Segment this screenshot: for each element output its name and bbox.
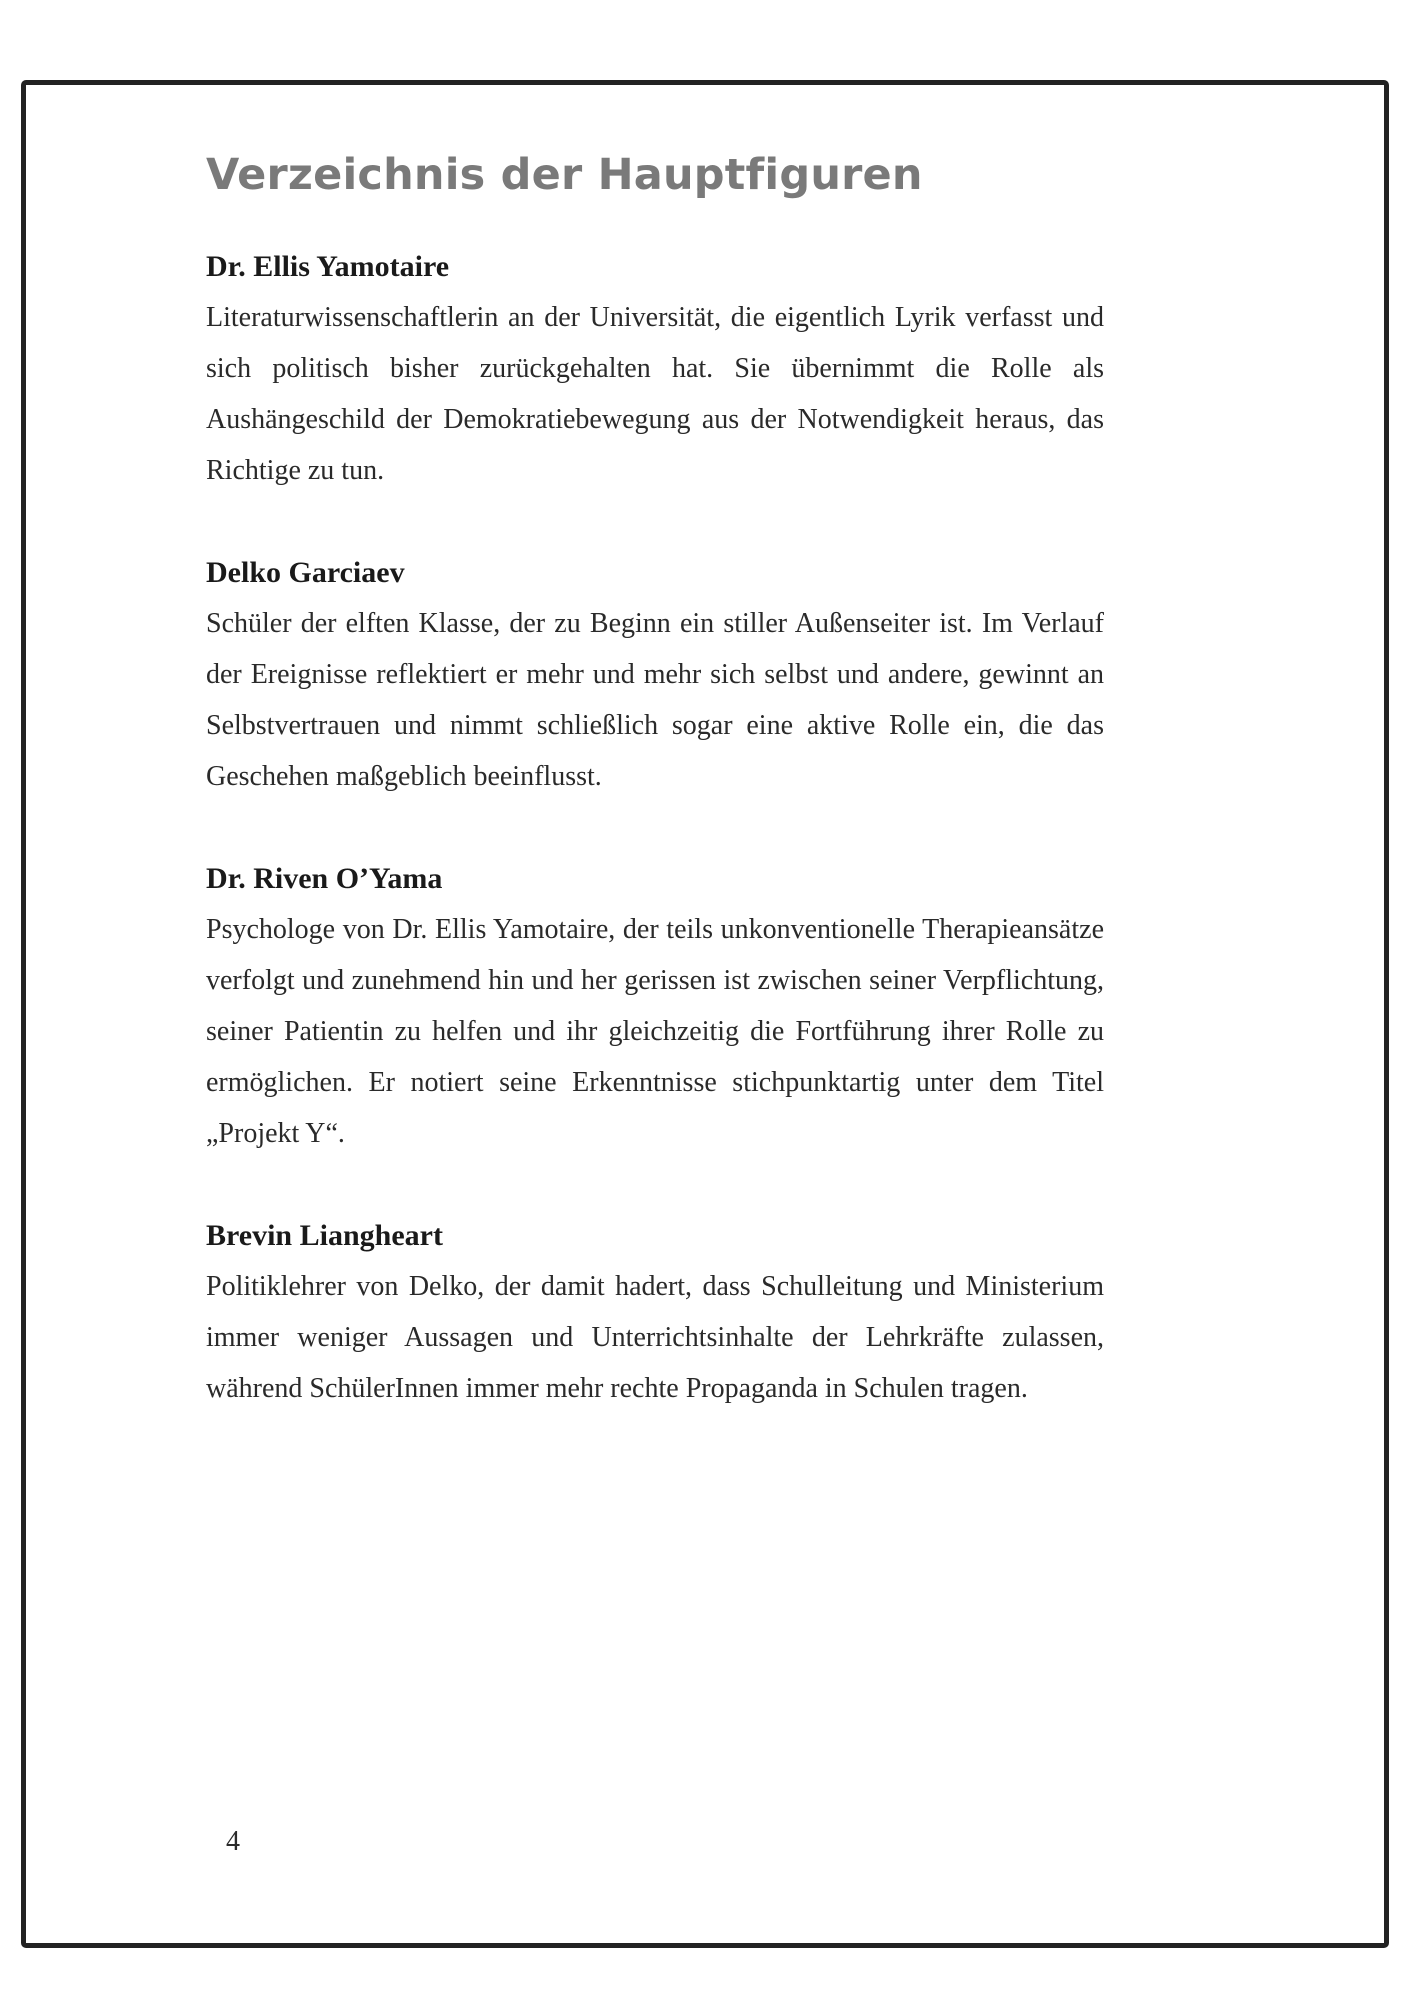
character-name: Brevin Liangheart [206, 1219, 443, 1252]
character-entry-riven [206, 862, 1104, 1159]
character-entry-brevin [206, 1219, 1104, 1414]
character-name: Delko Garciaev [206, 556, 405, 589]
character-description: Schüler der elften Klasse, der zu Beginn ein stiller Außenseiter ist. Im Verlauf der Ereignisse reflektiert er mehr und mehr sich selbst und andere, gewinnt an Selbstvertrauen und nimmt schließlich sogar eine aktive Rolle ein, die das Geschehen maßgeblich beeinflusst. [206, 608, 1104, 792]
page-title: Verzeichnis der Hauptfiguren [206, 150, 923, 200]
character-description: Politiklehrer von Delko, der damit hadert, dass Schulleitung und Ministerium immer weniger Aussagen und Unterrichtsinhalte der Lehrkräfte zulassen, während SchülerInnen immer mehr rechte Propaganda in Schulen tragen. [206, 1271, 1104, 1404]
character-description: Psychologe von Dr. Ellis Yamotaire, der teils unkonventionelle Therapieansätze verfolgt und zunehmend hin und her gerissen ist zwischen seiner Verpflichtung, seiner Patientin zu helfen und ihr gleichzeitig die Fortführung ihrer Rolle zu ermöglichen. Er notiert seine Erkenntnisse stichpunktartig unter dem Titel „Projekt Y“. [206, 914, 1104, 1149]
page-content [206, 150, 1104, 1474]
page-number: 4 [226, 1826, 240, 1857]
character-name: Dr. Ellis Yamotaire [206, 250, 450, 283]
character-entry-delko [206, 556, 1104, 802]
character-entry-ellis [206, 250, 1104, 496]
character-description: Literaturwissenschaftlerin an der Universität, die eigentlich Lyrik verfasst und sich politisch bisher zurückgehalten hat. Sie übernimmt die Rolle als Aushängeschild der Demokratiebewegung aus der Notwendigkeit heraus, das Richtige zu tun. [206, 302, 1104, 486]
character-name: Dr. Riven O’Yama [206, 862, 443, 895]
